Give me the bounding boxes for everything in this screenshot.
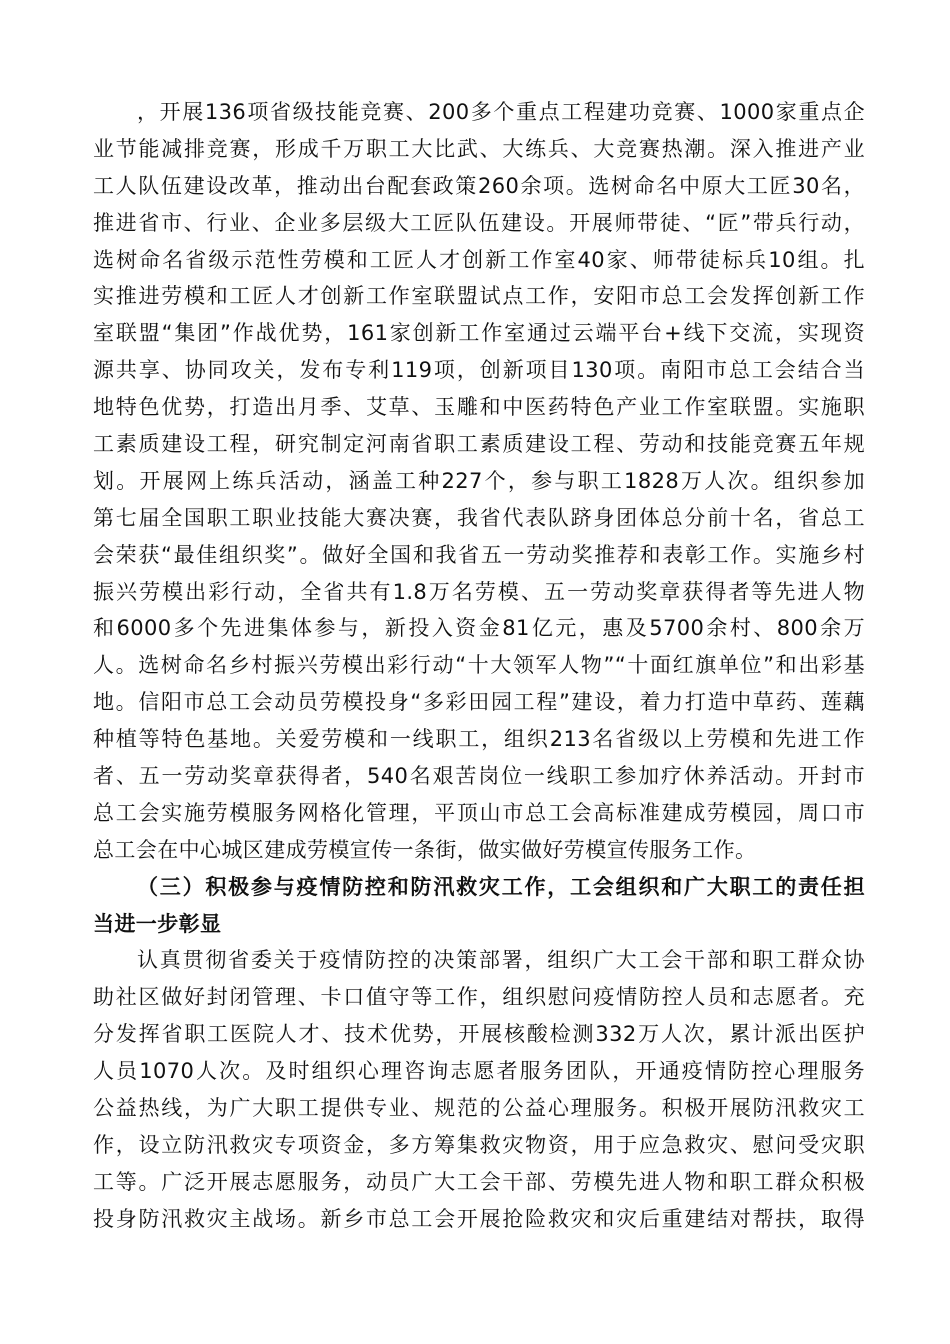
text-line: 地特色优势，打造出月季、艾草、玉雕和中医药特色产业工作室联盟。实施职 [93,395,865,420]
text-line: 总工会在中心城区建成劳模宣传一条街，做实做好劳模宣传服务工作。 [93,837,757,862]
text-line: 认真贯彻省委关于疫情防控的决策部署，组织广大工会干部和职工群众协 [137,948,865,973]
text-line: ，开展136项省级技能竞赛、200多个重点工程建功竞赛、1000家重点企 [137,100,865,124]
text-line: 实推进劳模和工匠人才创新工作室联盟试点工作，安阳市总工会发挥创新工作 [93,284,865,309]
text-line: 者、五一劳动奖章获得者，540名艰苦岗位一线职工参加疗休养活动。开封市 [93,764,865,789]
text-line: 工等。广泛开展志愿服务，动员广大工会干部、劳模先进人物和职工群众积极 [93,1169,865,1194]
text-line: 公益热线，为广大职工提供专业、规范的公益心理服务。积极开展防汛救灾工 [93,1096,865,1121]
text-line: 选树命名省级示范性劳模和工匠人才创新工作室40家、师带徒标兵10组。扎 [93,247,865,272]
text-line: 投身防汛救灾主战场。新乡市总工会开展抢险救灾和灾后重建结对帮扶，取得 [93,1206,865,1231]
document-body [93,94,865,1238]
text-line: 地。信阳市总工会动员劳模投身“多彩田园工程”建设，着力打造中草药、莲藕 [93,690,865,715]
text-line: 工素质建设工程，研究制定河南省职工素质建设工程、劳动和技能竞赛五年规 [93,432,865,457]
text-line: 室联盟“集团”作战优势，161家创新工作室通过云端平台+线下交流，实现资 [93,321,865,346]
text-line: 第七届全国职工职业技能大赛决赛，我省代表队跻身团体总分前十名，省总工 [93,505,865,530]
text-line: 分发挥省职工医院人才、技术优势，开展核酸检测332万人次，累计派出医护 [93,1022,865,1047]
text-line: 助社区做好封闭管理、卡口值守等工作，组织慰问疫情防控人员和志愿者。充 [93,985,865,1010]
text-line: 源共享、协同攻关，发布专利119项，创新项目130项。南阳市总工会结合当 [93,358,865,383]
text-line: 振兴劳模出彩行动，全省共有1.8万名劳模、五一劳动奖章获得者等先进人物 [93,579,865,604]
text-line: 工人队伍建设改革，推动出台配套政策260余项。选树命名中原大工匠30名， [93,173,865,198]
text-line: 人。选树命名乡村振兴劳模出彩行动“十大领军人物”“十面红旗单位”和出彩基 [93,653,865,678]
text-line: 作，设立防汛救灾专项资金，多方筹集救灾物资，用于应急救灾、慰问受灾职 [93,1132,865,1157]
text-line: 种植等特色基地。关爱劳模和一线职工，组织213名省级以上劳模和先进工作 [93,727,865,752]
text-line: 人员1070人次。及时组织心理咨询志愿者服务团队，开通疫情防控心理服务 [93,1059,865,1084]
text-line: 总工会实施劳模服务网格化管理，平顶山市总工会高标准建成劳模园，周口市 [93,800,865,825]
text-line: 业节能减排竞赛，形成千万职工大比武、大练兵、大竞赛热潮。深入推进产业 [93,136,865,161]
section-heading: 当进一步彰显 [93,911,222,936]
text-line: 和6000多个先进集体参与，新投入资金81亿元，惠及5700余村、800余万 [93,616,865,641]
text-line: 会荣获“最佳组织奖”。做好全国和我省五一劳动奖推荐和表彰工作。实施乡村 [93,542,865,567]
text-line: 划。开展网上练兵活动，涵盖工种227个，参与职工1828万人次。组织参加 [93,468,865,493]
text-line: 推进省市、行业、企业多层级大工匠队伍建设。开展师带徒、“匠”带兵行动， [93,210,865,235]
section-heading: （三）积极参与疫情防控和防汛救灾工作，工会组织和广大职工的责任担 [137,874,865,899]
